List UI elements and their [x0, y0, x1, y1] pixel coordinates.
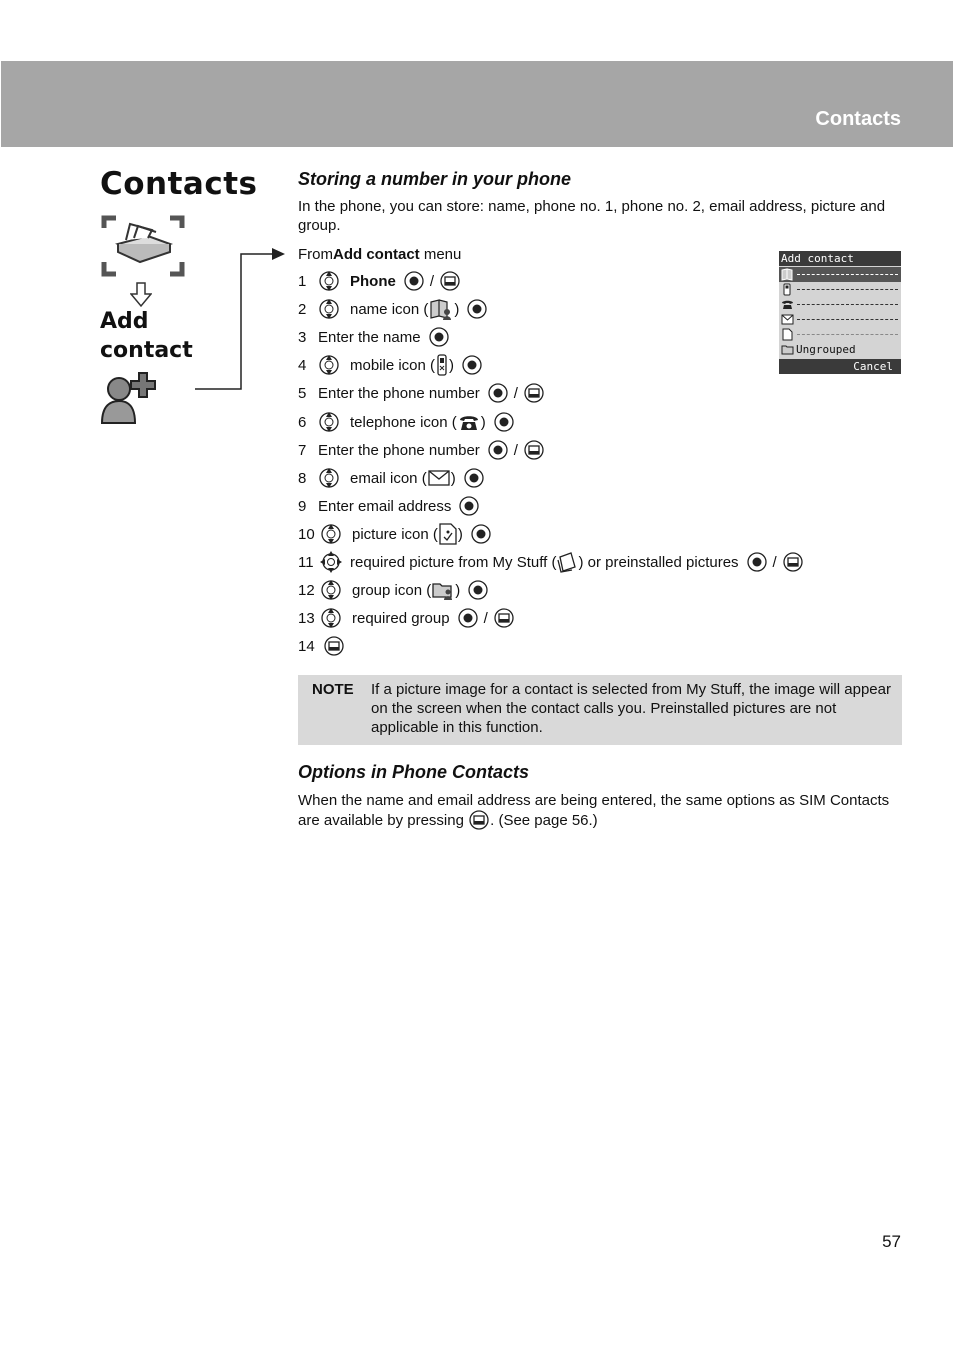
step-3: 3 Enter the name [298, 326, 453, 348]
step-14: 14 [298, 635, 348, 657]
navigation-key-icon [318, 298, 340, 320]
page-number: 57 [882, 1232, 901, 1251]
ok-key-icon [458, 608, 478, 628]
screen-row-mobile [779, 282, 901, 297]
screen-row-group: Ungrouped [779, 342, 901, 357]
step-1: 1 Phone / [298, 270, 464, 292]
group-icon [432, 580, 454, 600]
picture-icon [439, 523, 457, 545]
from-line: From Add contact menu [298, 245, 462, 263]
add-person-icon [99, 367, 161, 427]
screen-softkey-bar: Cancel [779, 359, 901, 374]
navigation-key-icon [318, 411, 340, 433]
name-icon [429, 298, 453, 320]
ok-key-icon [464, 468, 484, 488]
navigation-key-icon [318, 467, 340, 489]
email-icon [781, 314, 794, 325]
step-4: 4 mobile icon ( ) [298, 354, 486, 376]
step-9: 9 Enter email address [298, 495, 483, 517]
navigation-key-icon [318, 354, 340, 376]
telephone-icon [458, 412, 480, 432]
navigation-key-icon [320, 579, 342, 601]
step-10: 10 picture icon ( ) [298, 523, 495, 545]
mobile-icon [783, 283, 791, 296]
step-7: 7 Enter the phone number / [298, 439, 548, 461]
storing-intro: In the phone, you can store: name, phone no. 1, phone no. 2, email address, picture and group. [298, 198, 886, 234]
contacts-book-icon [100, 214, 186, 278]
ok-key-icon [488, 383, 508, 403]
navigation-key-icon [318, 270, 340, 292]
screen-row-picture [779, 327, 901, 342]
screen-row-email [779, 312, 901, 327]
connector-arrow [194, 246, 286, 392]
step-11: 11 required picture from My Stuff ( ) or preinstalled pictures / [298, 551, 807, 573]
ok-key-icon [429, 327, 449, 347]
soft-key-icon [469, 810, 489, 830]
options-text: When the name and email address are being entered, the same options as SIM Contacts are available by pressing . (See page 56.) [298, 792, 890, 829]
phone-screen-illustration [779, 251, 901, 374]
my-stuff-icon [557, 551, 577, 573]
ok-key-icon [467, 299, 487, 319]
ok-key-icon [494, 412, 514, 432]
ok-key-icon [747, 552, 767, 572]
navigation-key-icon [320, 523, 342, 545]
add-contact-menu-name: Add contact [333, 245, 420, 263]
step-6: 6 telephone icon ( ) [298, 411, 518, 433]
picture-icon [782, 328, 793, 341]
add-contact-label: Add contact [100, 309, 193, 363]
four-way-navigation-key-icon [320, 551, 342, 573]
soft-key-icon [324, 636, 344, 656]
name-icon [781, 268, 795, 281]
step-12: 12 group icon ( ) [298, 579, 492, 601]
ok-key-icon [488, 440, 508, 460]
soft-key-icon [524, 440, 544, 460]
note-box [298, 675, 902, 745]
screen-title-bar: Add contact [779, 251, 901, 266]
options-heading: Options in Phone Contacts [298, 762, 530, 782]
header-band [1, 61, 953, 147]
section-title: Contacts [815, 108, 901, 130]
storing-heading: Storing a number in your phone [298, 169, 572, 189]
down-arrow-icon [130, 282, 152, 308]
mobile-icon [436, 354, 448, 376]
screen-row-name [779, 267, 901, 282]
ok-key-icon [468, 580, 488, 600]
step-13: 13 required group / [298, 607, 518, 629]
email-icon [428, 469, 450, 487]
ok-key-icon [459, 496, 479, 516]
soft-key-icon [494, 608, 514, 628]
screen-row-telephone [779, 297, 901, 312]
group-icon [781, 344, 795, 355]
telephone-icon [781, 299, 794, 310]
page-title: Contacts [100, 166, 258, 202]
soft-key-icon [783, 552, 803, 572]
navigation-key-icon [320, 607, 342, 629]
note-label: NOTE [312, 681, 354, 698]
step-8: 8 email icon ( ) [298, 467, 488, 489]
step-2: 2 name icon ( ) [298, 298, 491, 320]
soft-key-icon [524, 383, 544, 403]
soft-key-icon [440, 271, 460, 291]
note-text: If a picture image for a contact is selected from My Stuff, the image will appear on the screen when the contact calls you. Preinstalled pictures are not applicable in this function. [371, 681, 891, 736]
ok-key-icon [404, 271, 424, 291]
step-5: 5 Enter the phone number / [298, 382, 548, 404]
ok-key-icon [462, 355, 482, 375]
ok-key-icon [471, 524, 491, 544]
